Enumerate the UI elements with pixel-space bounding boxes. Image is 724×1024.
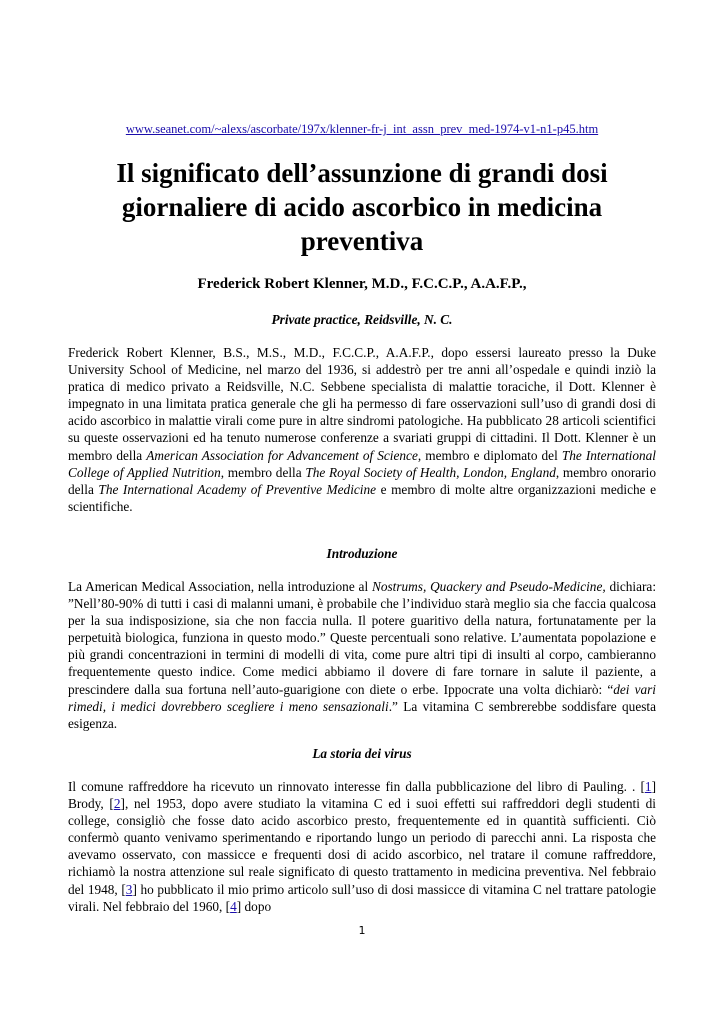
bio-text-2: , membro e diplomato del xyxy=(417,447,562,463)
author-bio-paragraph xyxy=(68,344,656,515)
virus-text-1: Il comune raffreddore ha ricevuto un rinnovato interesse fin dalla pubblicazione del libro di Pauling. . [ xyxy=(68,779,645,794)
virus-text-4: ] ho pubblicato il mio primo articolo sull’uso di dosi massicce di vitamina C nel trattare patologie virali. Nel febbraio del 1960, [ xyxy=(68,881,656,914)
intro-book-title: Nostrums, Quackery and Pseudo-Medicine, xyxy=(371,579,606,594)
affiliation-line: Private practice, Reidsville, N. C. xyxy=(271,312,453,327)
bio-org-2: The International College of Applied Nutrition xyxy=(68,447,656,480)
virus-text-3: ], nel 1953, dopo avere studiato la vitamina C ed i suoi effetti sui raffreddori degli studenti di college, consigliò che fosse dato acido ascorbico presto, frequentemente ed in quantità sufficienti. Ciò confermò quanto venivamo sperimentando e riportando lungo un periodo di parecchi anni. La risposta che avevamo osservato, con massicce e frequenti dosi di acido ascorbico, nel tratare il comune raffreddore, richiamò la nostra attenzione sul reale significato di questo trattamento in medicina preventiva. Nel febbraio del 1948, [ xyxy=(68,796,656,897)
title-line-1: Il significato dell’assunzione di grandi dosi xyxy=(116,158,608,188)
section-heading-storia-virus: La storia dei virus xyxy=(312,746,412,761)
title-line-2: giornaliere di acido ascorbico in medicina xyxy=(121,192,603,222)
page-number: 1 xyxy=(358,924,366,937)
intro-text-2: dichiara: ”Nell’80-90% di tutti i casi di malanni umani, è probabile che l’individuo starà meglio sia che faccia qualcosa per la sua indisposizione, sia che non faccia nulla. Il potere guaritivo della natura, fortunatamente per la perpetuità biologica, funziona in questo modo.” Queste percentuali sono relative. L’aumentata popolazione e più grandi concentrazioni in termini di modelli di vita, come pure altri tipi di insulti al corpo, cambieranno frequentemente questo indice. Come medici abbiamo il dovere di fare tornare in salute il paziente, a prescindere dalla sua fortuna nell’auto-guarigione con diete o erbe. Ippocrate una volta dichiarò: “ xyxy=(68,579,657,697)
bio-text-5: e membro di molte altre organizzazioni mediche e scientifiche. xyxy=(68,481,657,514)
bio-text-4: , membro onorario della xyxy=(68,464,656,497)
reference-link-1[interactable]: 1 xyxy=(644,779,652,794)
reference-link-2[interactable]: 2 xyxy=(113,796,121,812)
bio-text-1: Frederick Robert Klenner, B.S., M.S., M.D., F.C.C.P., A.A.F.P., dopo essersi laureato presso la Duke University School of Medicine, nel marzo del 1936, si addestrò per tre anni all’ospedale e quindi inziò la pratica di medico privato a Reidsville, N.C. Sebbene specialista di malattie toraciche, il Dott. Klenner è impegnato in una limitata pratica generale che gli ha permesso di fare osservazioni sull’uso di grandi dosi di acido ascorbico in malattie virali come pure in altre sindromi patologiche. Ha pubblicato 28 articoli scientifici su queste osservazioni ed ha tenuto numerose conferenze a svariati gruppi di cittadini. Il Dott. Klenner è un membro della xyxy=(68,345,656,463)
document-title xyxy=(68,156,656,258)
intro-text-3: .” La vitamina C sembrerebbe soddisfare questa esigenza. xyxy=(68,698,656,731)
reference-link-4[interactable]: 4 xyxy=(230,898,237,914)
bio-org-3: The Royal Society of Health, London, England xyxy=(305,464,556,480)
intro-paragraph xyxy=(68,578,656,732)
intro-quote: dei vari rimedi, i medici dovrebbero scegliere i meno sensazionali xyxy=(68,681,656,714)
author-line: Frederick Robert Klenner, M.D., F.C.C.P., A.A.F.P., xyxy=(197,276,527,292)
bio-org-1: American Association for Advancement of Science xyxy=(146,447,418,463)
bio-org-4: The International Academy of Preventive Medicine xyxy=(98,481,377,497)
reference-link-3[interactable]: 3 xyxy=(125,881,133,897)
virus-text-5: ] dopo xyxy=(236,898,272,914)
title-line-3: preventiva xyxy=(300,226,424,256)
section-heading-introduzione: Introduzione xyxy=(326,546,398,561)
virus-paragraph xyxy=(68,778,656,915)
virus-text-2: ] Brody, [ xyxy=(68,779,656,812)
source-url-link[interactable]: www.seanet.com/~alexs/ascorbate/197x/klenner-fr-j_int_assn_prev_med-1974-v1-n1-p45.htm xyxy=(125,122,599,136)
intro-text-1: La American Medical Association, nella introduzione al xyxy=(68,579,372,594)
bio-text-3: , membro della xyxy=(220,464,306,480)
